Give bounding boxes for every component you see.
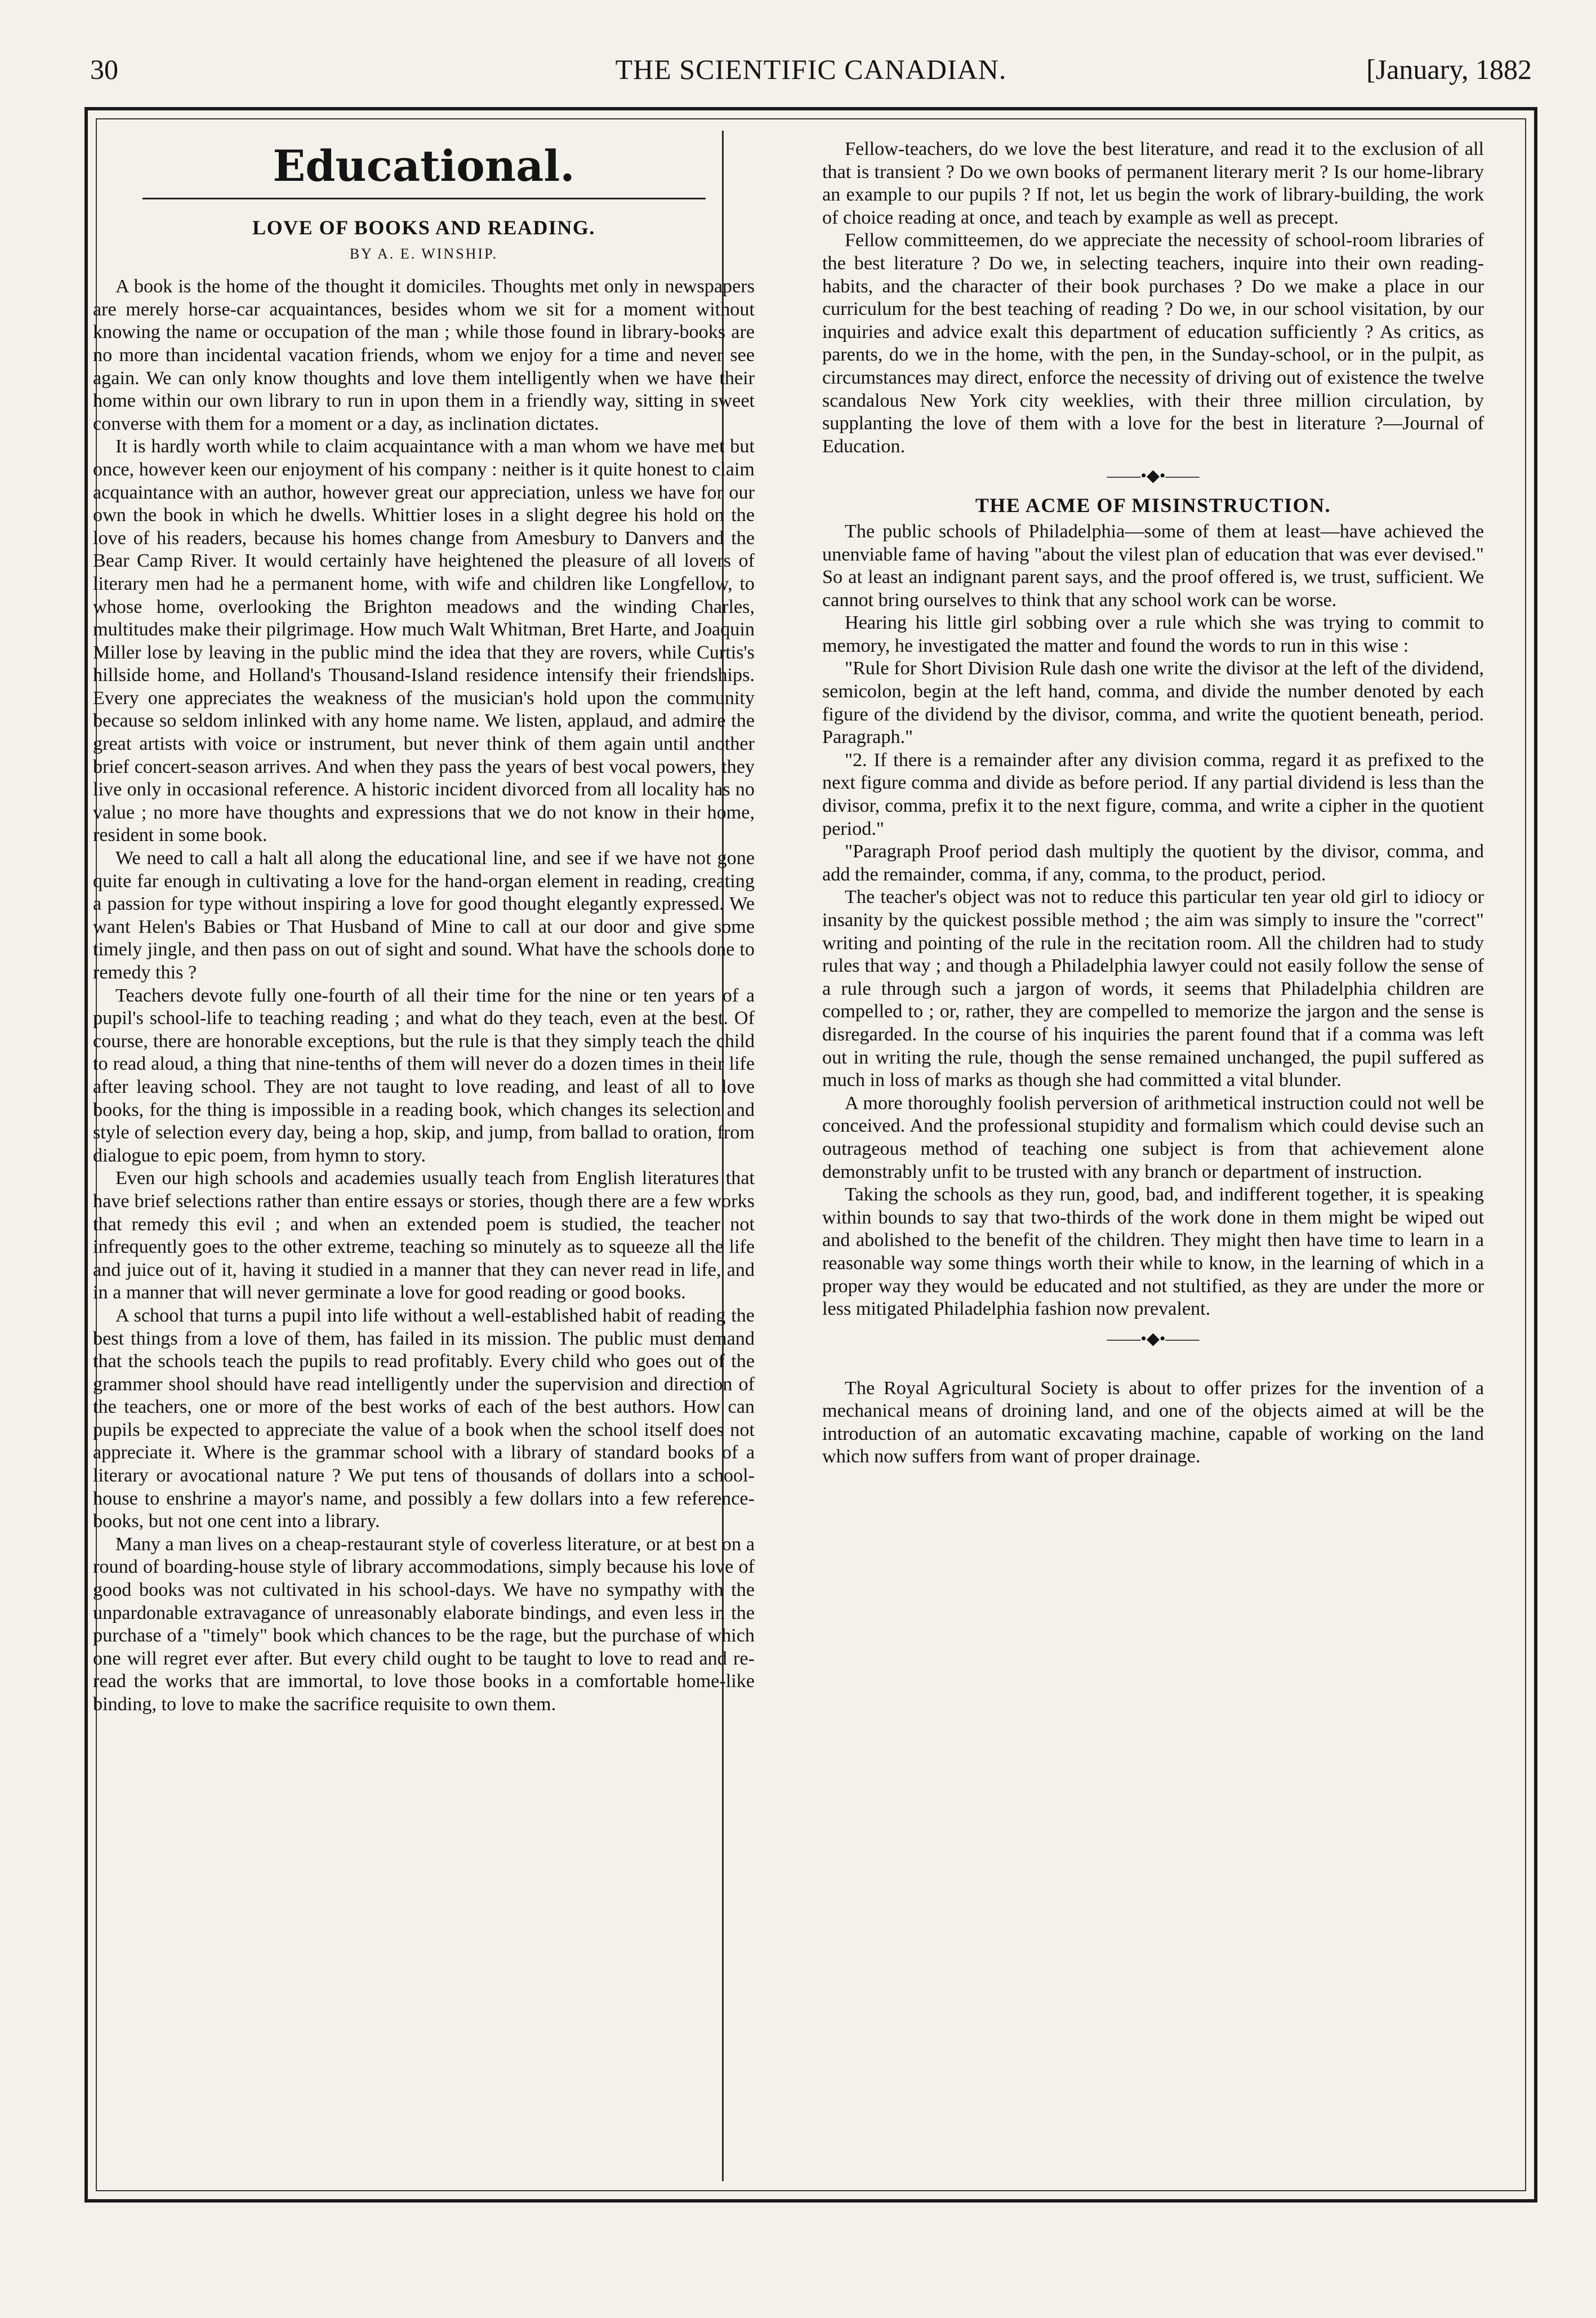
article-paragraph: Many a man lives on a cheap-restaurant style of coverless literature, or at best on a round of boarding-house style of library accommodations, simply because his love of good books was not cultivated in his school-days. We have no sympathy with the unpardonable extravagance of unreasonably elaborate bindings, and even less in the purchase of a "timely" book which chances to be the rage, but the purchase of which one will regret ever after. But every child ought to be taught to love to read and re-read the works that are immortal, to love those books in a comfortable home-like binding, to love to make the sacrifice requisite to own them. xyxy=(93,1533,755,1715)
article-paragraph: "Paragraph Proof period dash multiply the quotient by the divisor, comma, and add the remainder, comma, if any, comma, to the product, period. xyxy=(822,841,1484,885)
article-paragraph: "2. If there is a remainder after any division comma, regard it as prefixed to the next figure comma and divide as before period. If any partial dividend is less than the divisor, comma, prefix it to the next figure, comma, and write a cipher in the quotient period." xyxy=(822,749,1484,839)
article-paragraph: Even our high schools and academies usually teach from English literatures that have brief selections rather than entire essays or stories, though there are a few works that remedy this evil ; and when an extended poem is studied, the teacher not infrequently goes to the other extreme, teaching so minutely as to squeeze all the life and juice out of it, having it studied in a manner that they can never read in life, and in a manner that will never germinate a love for good reading or good books. xyxy=(93,1168,755,1303)
article-paragraph: Fellow-teachers, do we love the best literature, and read it to the exclusion of all that is transient ? Do we own books of permanent literary merit ? Is our home-library an example to our pupils ? If not, let us begin the work of library-building, the work of choice reading at once, and teach by example as well as precept. xyxy=(822,139,1484,228)
notice-paragraph: The Royal Agricultural Society is about to offer prizes for the invention of a mechanical means of droining land, and one of the objects aimed at will be the introduction of an automatic excavating machine, capable of working on the land which now suffers from want of proper drainage. xyxy=(822,1377,1484,1467)
article-paragraph: The public schools of Philadelphia—some of them at least—have achieved the unenviable fame of having "about the vilest plan of education that was ever devised." So at least an indignant parent says, and the proof offered is, we trust, sufficient. We cannot bring ourselves to think that any school work can be worse. xyxy=(822,520,1484,611)
article-paragraph: A more thoroughly foolish perversion of arithmetical instruction could not well be conceived. And the professional stupidity and formalism which could devise such an outrageous method of teaching one subject is from that achievement alone demonstrably unfit to be trusted with any branch or department of instruction. xyxy=(822,1092,1484,1182)
ornament-divider: ——•◆•—— xyxy=(1107,466,1200,486)
section-title: Educational. xyxy=(273,141,575,191)
article-paragraph: We need to call a halt all along the educational line, and see if we have not gone quite far enough in cultivating a love for the hand-organ element in reading, creating a passion for type without inspiring a love for good thought elegantly expressed. We want Helen's Babies or That Husband of Mine to call at our door and give some timely jingle, and then pass on out of sight and sound. What have the schools done to remedy this ? xyxy=(93,848,755,983)
section-rule xyxy=(142,198,706,199)
page-header xyxy=(90,50,1532,89)
article-title: THE ACME OF MISINSTRUCTION. xyxy=(975,494,1331,517)
article-paragraph: A book is the home of the thought it domiciles. Thoughts met only in newspapers are merely horse-car acquaintances, besides whom we sit for a moment without knowing the name or occupation of the man ; while those found in library-books are no more than incidental vacation friends, whom we enjoy for a time and never see again. We can only know thoughts and love them intelligently when we have their home within our own library to run in upon them in a friendly way, sitting in sweet converse with them for a moment or a day, as inclination dictates. xyxy=(93,276,755,434)
issue-date: [January, 1882 xyxy=(1366,54,1532,85)
article-paragraph: Hearing his little girl sobbing over a rule which she was trying to commit to memory, he investigated the matter and found the words to run in this wise : xyxy=(822,612,1484,656)
ornament-divider: ——•◆•—— xyxy=(1107,1329,1200,1348)
article-title: LOVE OF BOOKS AND READING. xyxy=(252,216,595,239)
left-column xyxy=(93,138,755,1716)
article-paragraph: "Rule for Short Division Rule dash one write the divisor at the left of the dividend, semicolon, begin at the left hand, comma, and divide the number denoted by each figure of the dividend by the divisor, comma, and write the quotient beneath, period. Paragraph." xyxy=(822,658,1484,748)
article-paragraph: Fellow committeemen, do we appreciate the necessity of school-room libraries of the best literature ? Do we, in selecting teachers, inquire into their own reading-habits, and the character of their book purchases ? Do we make a place in our curriculum for the best teaching of reading ? Do we, in our school visitation, by our inquiries and advice exalt this department of education sufficiently ? As critics, as parents, do we in the home, with the pen, in the Sunday-school, or in the pulpit, as circumstances may direct, enforce the necessity of driving out of existence the twelve scandalous New York city weeklies, with their three million circulation, by supplanting the love of them with a love for the best in literature ?—Journal of Education. xyxy=(822,230,1484,457)
article-paragraph: Teachers devote fully one-fourth of all their time for the nine or ten years of a pupil's school-life to teaching reading ; and what do they teach, even at the best. Of course, there are honorable exceptions, but the rule is that they simply teach the child to read aloud, a thing that nine-tenths of them will never do a dozen times in their life after leaving school. They are not taught to love reading, and least of all to love books, for the thing is impossible in a reading book, which changes its selection and style of selection every day, being a hop, skip, and jump, from ballad to oration, from dialogue to epic poem, from hymn to story. xyxy=(93,985,755,1166)
article-byline: BY A. E. WINSHIP. xyxy=(349,245,498,262)
publication-title: THE SCIENTIFIC CANADIAN. xyxy=(615,54,1007,85)
article-paragraph: A school that turns a pupil into life without a well-established habit of reading the best things from a love of them, has failed in its mission. The public must demand that the schools teach the pupils to read profitably. Every child who goes out of the grammer shool should have read intelligently under the supervision and direction of the teachers, one or more of the best works of each of the best authors. How can pupils be expected to appreciate the value of a book when the school itself does not appreciate it. Where is the grammar school with a library of standard books of a literary or avocational nature ? We put tens of thousands of dollars into a school-house to enshrine a mayor's name, and possibly a few dollars into a few reference-books, but not one cent into a library. xyxy=(93,1305,755,1532)
article-paragraph: It is hardly worth while to claim acquaintance with a man whom we have met but once, however keen our enjoyment of his company : neither is it quite honest to claim acquaintance with an author, however great our appreciation, unless we have for our own the book in which he dwells. Whittier loses in a slight degree his hold on the love of his readers, because his homes change from Amesbury to Danvers and the Bear Camp River. It would certainly have heightened the pleasure of all lovers of literary men had he a permanent home, with wife and children like Longfellow, to whose home, overlooking the Brighton meadows and the winding Charles, multitudes make their pilgrimage. How much Walt Whitman, Bret Harte, and Joaquin Miller lose by leaving in the public mind the idea that they are rovers, while Curtis's hillside home, and Holland's Thousand-Island residence intensify their friendships. Every one appreciates the weakness of the musician's hold upon the community because so seldom inlinked with any home name. We listen, applaud, and admire the great artists with voice or instrument, but never think of them again until another brief concert-season arrives. And when they pass the years of best vocal powers, they live only in occasional reference. A historic incident divorced from all locality has no value ; no more have thoughts and expressions that we do not know in their home, resident in some book. xyxy=(93,436,755,846)
right-column xyxy=(822,138,1484,1469)
page-number: 30 xyxy=(90,54,118,85)
article-paragraph: Taking the schools as they run, good, bad, and indifferent together, it is speaking within bounds to say that two-thirds of the work done in them might be wiped out and abolished to the benefit of the children. They might then have time to learn in a reasonable way some things worth their while to know, in the learning of which in a proper way they would be educated and not stultified, as they are under the more or less mitigated Philadelphia fashion now prevalent. xyxy=(822,1184,1484,1320)
article-paragraph: The teacher's object was not to reduce this particular ten year old girl to idiocy or insanity by the quickest possible method ; the aim was simply to insure the "correct" writing and pointing of the rule in the recitation room. All the children had to study rules that way ; and though a Philadelphia lawyer could not easily follow the sense of a rule through such a jargon of words, it seems that Philadelphia children are compelled to ; or, rather, they are compelled to memorize the jargon and the sense is disregarded. In the course of his inquiries the parent found that if a comma was left out in writing the rule, though the sense remained unchanged, the pupil suffered as much in loss of marks as though she had committed a vital blunder. xyxy=(822,887,1484,1091)
